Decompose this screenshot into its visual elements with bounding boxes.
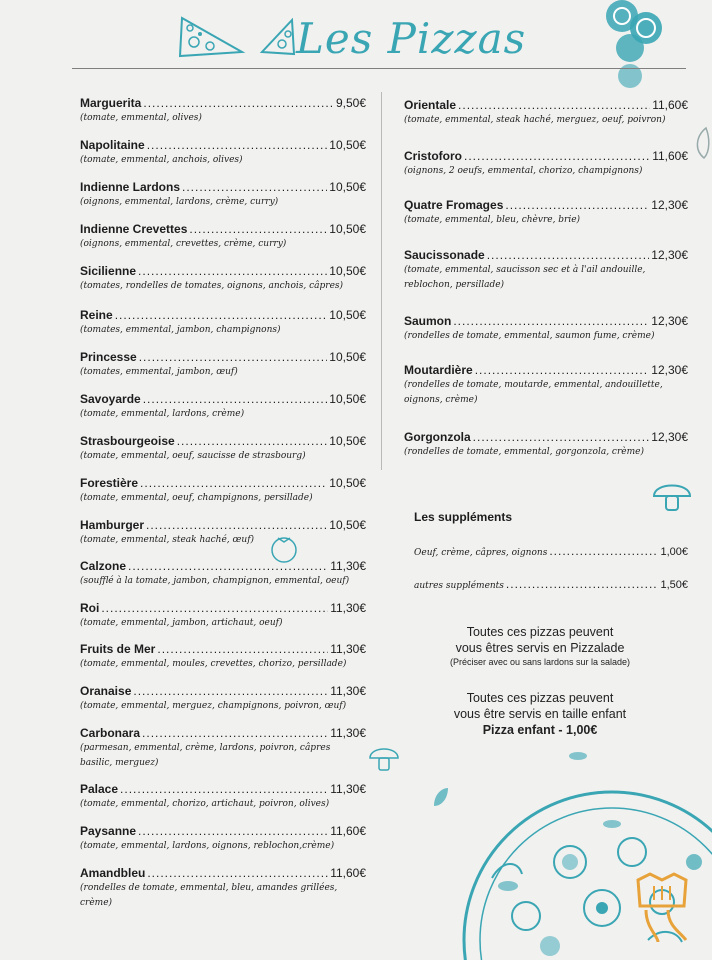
leader-dots xyxy=(138,824,328,838)
leader-dots xyxy=(177,434,328,448)
supplements-title: Les suppléments xyxy=(414,510,513,524)
pizza-ingredients: (rondelles de tomate, moutarde, emmental, andouillette, xyxy=(404,380,663,390)
info-line: Toutes ces pizzas peuvent xyxy=(466,625,614,639)
pizza-price: 12,30€ xyxy=(651,363,688,377)
pizza-ingredients-cont: oignons, crème) xyxy=(404,395,478,405)
pizza-name: Quatre Fromages xyxy=(404,198,504,212)
pizza-price: 12,30€ xyxy=(651,248,688,262)
menu-item xyxy=(404,314,688,344)
info-note: (Préciser avec ou sans lardons sur la salade) xyxy=(449,657,631,667)
menu-item xyxy=(80,180,366,210)
pizza-ingredients: (tomates, emmental, jambon, œuf) xyxy=(80,367,238,377)
leader-dots xyxy=(139,350,328,364)
leader-dots xyxy=(458,98,650,112)
supplement-row xyxy=(414,544,688,558)
pizza-price: 12,30€ xyxy=(651,430,688,444)
leader-dots xyxy=(189,222,327,236)
menu-item xyxy=(80,222,366,252)
leaf-small-icon xyxy=(568,750,588,762)
pizza-price: 11,60€ xyxy=(330,866,366,880)
leader-dots xyxy=(143,392,328,406)
pizza-price: 12,30€ xyxy=(651,198,688,212)
pizza-ingredients: (tomate, emmental, merguez, champignons, poivron, œuf) xyxy=(80,701,347,711)
pizza-price: 11,30€ xyxy=(330,559,366,573)
leader-dots xyxy=(487,248,650,262)
info-line: Toutes ces pizzas peuvent xyxy=(466,691,614,705)
menu-item xyxy=(404,198,688,228)
leader-dots xyxy=(143,96,334,110)
menu-item xyxy=(80,601,366,631)
pizza-price: 10,50€ xyxy=(329,518,366,532)
garlic-icon xyxy=(692,126,712,160)
leader-dots xyxy=(505,198,649,212)
leader-dots xyxy=(133,684,328,698)
pizza-price: 11,30€ xyxy=(330,684,366,698)
pizza-ingredients-cont: crème) xyxy=(80,898,113,908)
pizza-ingredients: (tomate, emmental, oeuf, saucisse de strasbourg) xyxy=(80,451,306,461)
tomato-icon xyxy=(266,530,302,566)
supplement-price: 1,50€ xyxy=(660,579,688,591)
pizza-name: Calzone xyxy=(80,559,127,573)
pizza-ingredients: (tomate, emmental, bleu, chèvre, brie) xyxy=(404,215,581,225)
leader-dots xyxy=(101,601,328,615)
leader-dots xyxy=(120,782,328,796)
leader-dots xyxy=(147,138,328,152)
pizza-ingredients: (tomate, emmental, lardons, oignons, reblochon,crème) xyxy=(80,841,335,851)
menu-item xyxy=(80,824,366,854)
leader-dots xyxy=(115,308,328,322)
watermark-logo xyxy=(628,866,698,946)
pizza-name: Marguerita xyxy=(80,96,142,110)
pizza-price: 12,30€ xyxy=(651,314,688,328)
pizzalade-info xyxy=(420,624,660,668)
pizza-name: Hamburger xyxy=(80,518,145,532)
menu-item xyxy=(80,434,366,464)
pizza-ingredients: (tomate, emmental, anchois, olives) xyxy=(80,155,243,165)
menu-item xyxy=(80,559,366,589)
leader-dots xyxy=(147,866,328,880)
menu-item xyxy=(404,98,688,128)
pizza-price: 11,30€ xyxy=(330,726,366,740)
menu-item xyxy=(80,350,366,380)
pizza-price: 10,50€ xyxy=(329,180,366,194)
pizza-price: 10,50€ xyxy=(329,434,366,448)
menu-item xyxy=(404,363,688,408)
pizza-ingredients: (oignons, 2 oeufs, emmental, chorizo, champignons) xyxy=(404,166,643,176)
mushroom-icon xyxy=(650,474,694,514)
pizza-ingredients: (tomate, emmental, olives) xyxy=(80,113,202,123)
pizza-ingredients: (rondelles de tomate, emmental, gorgonzola, crème) xyxy=(404,447,644,457)
pizza-name: Napolitaine xyxy=(80,138,145,152)
menu-item xyxy=(404,430,688,460)
pizza-price: 10,50€ xyxy=(329,350,366,364)
page-title: Les Pizzas xyxy=(296,14,527,63)
pizza-ingredients: (soufflé à la tomate, jambon, champignon, emmental, oeuf) xyxy=(80,576,350,586)
pizza-ingredients: (oignons, emmental, crevettes, crème, curry) xyxy=(80,239,287,249)
pizza-price: 11,30€ xyxy=(330,601,366,615)
leader-dots xyxy=(138,264,327,278)
leader-dots xyxy=(182,180,327,194)
supplement-name: autres suppléments xyxy=(414,581,504,591)
pizza-price: 11,60€ xyxy=(330,824,366,838)
leader-dots xyxy=(140,476,327,490)
pizza-slice-icon xyxy=(176,12,246,60)
menu-item xyxy=(80,866,366,911)
header-divider xyxy=(72,68,686,69)
pizza-name: Savoyarde xyxy=(80,392,141,406)
menu-item xyxy=(80,518,366,548)
leaf-icon xyxy=(432,786,450,808)
pizza-name: Saumon xyxy=(404,314,452,328)
pizza-name: Indienne Crevettes xyxy=(80,222,188,236)
pizza-slice-small-icon xyxy=(258,16,298,58)
menu-item xyxy=(80,684,366,714)
pizza-name: Cristoforo xyxy=(404,149,462,163)
pizza-price: 10,50€ xyxy=(329,476,366,490)
column-divider xyxy=(381,92,382,470)
pizza-ingredients: (tomate, emmental, oeuf, champignons, persillade) xyxy=(80,493,313,503)
pizza-ingredients: (tomate, emmental, chorizo, artichaut, poivron, olives) xyxy=(80,799,330,809)
tomato-slices-icon xyxy=(600,0,672,92)
supplement-row xyxy=(414,577,688,591)
leader-dots xyxy=(453,314,649,328)
pizza-price: 10,50€ xyxy=(329,222,366,236)
pizza-ingredients: (tomate, emmental, moules, crevettes, chorizo, persillade) xyxy=(80,659,347,669)
pizza-name: Amandbleu xyxy=(80,866,146,880)
pizza-price: 10,50€ xyxy=(329,308,366,322)
pizza-ingredients: (tomate, emmental, jambon, artichaut, oeuf) xyxy=(80,618,283,628)
pizza-name: Strasbourgeoise xyxy=(80,434,175,448)
leader-dots xyxy=(475,363,650,377)
pizza-name: Orientale xyxy=(404,98,457,112)
pizza-ingredients: (parmesan, emmental, crème, lardons, poivron, câpres xyxy=(80,743,331,753)
menu-item xyxy=(80,96,366,126)
pizza-ingredients: (rondelles de tomate, emmental, bleu, amandes grillées, xyxy=(80,883,338,893)
pizza-name: Paysanne xyxy=(80,824,137,838)
pizza-price: 9,50€ xyxy=(335,96,366,110)
pizza-price: 10,50€ xyxy=(329,138,366,152)
pizza-name: Gorgonzola xyxy=(404,430,471,444)
leader-dots xyxy=(549,544,658,558)
pizza-name: Oranaise xyxy=(80,684,132,698)
mushroom-small-icon xyxy=(368,744,400,776)
leader-dots xyxy=(157,642,328,656)
info-line: vous êtres servis en Pizzalade xyxy=(455,641,625,655)
pizza-price: 11,30€ xyxy=(330,782,366,796)
leader-dots xyxy=(473,430,650,444)
pizza-name: Fruits de Mer xyxy=(80,642,156,656)
pizza-name: Princesse xyxy=(80,350,137,364)
pizza-ingredients: (tomate, emmental, saucisson sec et à l'ail andouille, xyxy=(404,265,646,275)
pizza-name: Sicilienne xyxy=(80,264,137,278)
pizza-name: Roi xyxy=(80,601,100,615)
pizza-ingredients: (tomates, emmental, jambon, champignons) xyxy=(80,325,281,335)
pizza-ingredients: (oignons, emmental, lardons, crème, curry) xyxy=(80,197,279,207)
supplement-price: 1,00€ xyxy=(660,546,688,558)
pizza-ingredients: (rondelles de tomate, emmental, saumon fume, crème) xyxy=(404,331,655,341)
pizza-name: Saucissonade xyxy=(404,248,485,262)
pizza-ingredients-cont: basilic, merguez) xyxy=(80,758,159,768)
pizza-price: 11,60€ xyxy=(652,98,688,112)
menu-item xyxy=(80,642,366,672)
pizza-name: Palace xyxy=(80,782,119,796)
leader-dots xyxy=(142,726,328,740)
pizza-name: Indienne Lardons xyxy=(80,180,181,194)
menu-item xyxy=(80,726,366,771)
pizza-ingredients: (tomate, emmental, steak haché, merguez, oeuf, poivron) xyxy=(404,115,666,125)
menu-item xyxy=(80,476,366,506)
pizza-name: Reine xyxy=(80,308,113,322)
pizza-price: 11,60€ xyxy=(652,149,688,163)
menu-item xyxy=(404,248,688,293)
pizza-ingredients: (tomates, rondelles de tomates, oignons, anchois, câpres) xyxy=(80,281,344,291)
menu-item xyxy=(80,392,366,422)
pizza-ingredients: (tomate, emmental, steak haché, œuf) xyxy=(80,535,255,545)
pizza-name: Carbonara xyxy=(80,726,141,740)
kids-price: Pizza enfant - 1,00€ xyxy=(482,723,598,737)
supplement-name: Oeuf, crème, câpres, oignons xyxy=(414,548,548,558)
menu-item xyxy=(80,138,366,168)
pizza-price: 10,50€ xyxy=(329,264,366,278)
pizza-name: Forestière xyxy=(80,476,139,490)
pizza-ingredients-cont: reblochon, persillade) xyxy=(404,280,505,290)
kids-size-info xyxy=(420,690,660,738)
menu-item xyxy=(80,308,366,338)
menu-item xyxy=(80,782,366,812)
menu-item xyxy=(404,149,688,179)
info-line: vous être servis en taille enfant xyxy=(453,707,627,721)
pizza-price: 11,30€ xyxy=(330,642,366,656)
menu-item xyxy=(80,264,366,294)
leader-dots xyxy=(506,577,659,591)
leader-dots xyxy=(464,149,650,163)
pizza-price: 10,50€ xyxy=(329,392,366,406)
pizza-name: Moutardière xyxy=(404,363,473,377)
pizza-ingredients: (tomate, emmental, lardons, crème) xyxy=(80,409,245,419)
